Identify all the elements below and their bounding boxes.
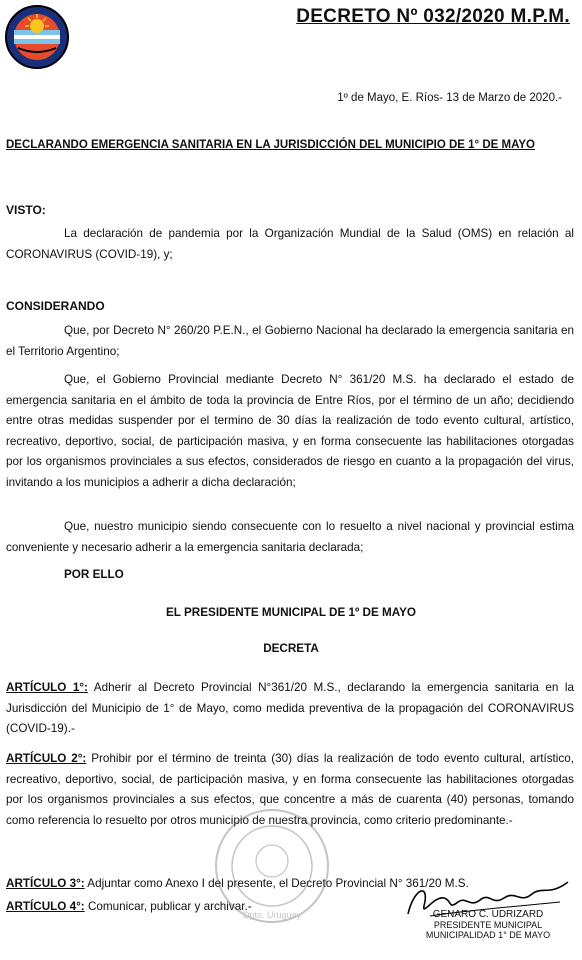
article-text: Prohibir por el término de treinta (30) días la realización de todo evento cultural, artístico, recreativo, deportivo, social, de participación masiva, y en forma consecuente las habilitaciones otorgadas por los organismos provinciales a sus efectos, que concentre a más de cuarenta (40) personas, tomando como referencia lo resuelto por otros municipio de nuestra provincia, como criterio predominante.-: [6, 752, 574, 827]
presidente-heading: EL PRESIDENTE MUNICIPAL DE 1º DE MAYO: [166, 606, 416, 619]
article-1: [6, 678, 574, 740]
considerando-paragraph: Que, el Gobierno Provincial mediante Decreto N° 361/20 M.S. ha declarado el estado de emergencia sanitaria en el ámbito de toda la provincia de Entre Ríos, por el término de un año; decidiendo entre otras medidas suspender por el termino de 30 días la realización de todo evento cultural, artístico, recreativo, deportivo, social, de participación masiva, y en forma consecuente las habilitaciones otorgadas por los organismos provinciales a sus efectos, considerados de riesgo en cuanto a la propagación del virus, invitando a los municipios a adherir a dicha declaración;: [6, 373, 574, 489]
por-ello-label: POR ELLO: [64, 568, 124, 581]
decree-title: DECRETO Nº 032/2020 M.P.M.: [296, 6, 570, 27]
signatory-entity: MUNICIPALIDAD 1° DE MAYO: [425, 930, 551, 940]
visto-label: VISTO:: [6, 203, 46, 217]
municipal-logo: [4, 4, 70, 70]
article-text: Adjuntar como Anexo I del presente, el Decreto Provincial N° 361/20 M.S.: [84, 877, 469, 890]
date-line: 1º de Mayo, E. Ríos- 13 de Marzo de 2020.-: [337, 92, 562, 104]
article-text: Comunicar, publicar y archivar.-: [84, 900, 252, 913]
decreta-heading: DECRETA: [263, 642, 319, 655]
municipal-seal: [212, 806, 332, 926]
signatory-role: PRESIDENTE MUNICIPAL: [433, 920, 543, 930]
visto-text: La declaración de pandemia por la Organización Mundial de la Salud (OMS) en relación al CORONAVIRUS (COVID-19), y;: [6, 227, 574, 261]
article-label: ARTÍCULO 4°:: [6, 900, 85, 913]
article-label: ARTÍCULO 1°:: [6, 681, 88, 694]
article-text: Adherir al Decreto Provincial N°361/20 M.S., declarando la emergencia sanitaria en la Jurisdicción del Municipio de 1° de Mayo, como medida preventiva de la propagación del CORONAVIRUS (COVID-19).-: [6, 681, 574, 735]
article-label: ARTÍCULO 2°:: [6, 752, 87, 765]
considerando-paragraph: Que, por Decreto N° 260/20 P.E.N., el Gobierno Nacional ha declarado la emergencia sanitaria en el Territorio Argentino;: [6, 324, 574, 358]
article-label: ARTÍCULO 3°:: [6, 877, 85, 890]
signature: [400, 876, 576, 946]
considerando-label: CONSIDERANDO: [6, 299, 105, 313]
considerando-paragraph: Que, nuestro municipio siendo consecuente con lo resuelto a nivel nacional y provincial estima conveniente y necesario adherir a la emergencia sanitaria declarada;: [6, 520, 574, 554]
decree-heading: DECLARANDO EMERGENCIA SANITARIA EN LA JURISDICCIÓN DEL MUNICIPIO DE 1° DE MAYO: [6, 139, 535, 151]
seal-text: Dpto. Uruguay: [242, 910, 302, 920]
signatory-name: GENARO C. UDRIZARD: [432, 909, 544, 920]
